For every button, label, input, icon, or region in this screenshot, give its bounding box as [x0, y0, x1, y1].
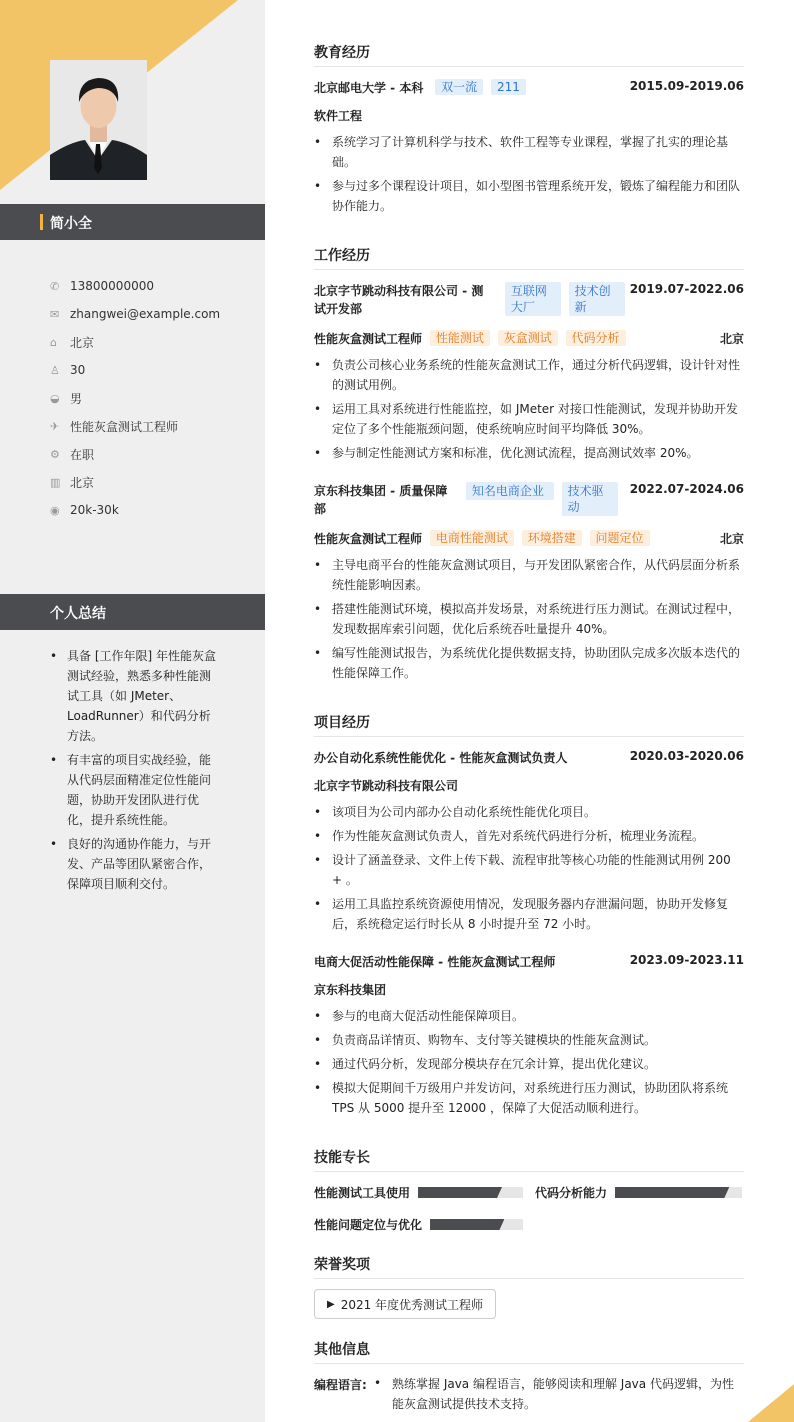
info-phone-text: 13800000000: [70, 279, 154, 293]
job-company: 北京字节跳动科技有限公司 - 测试开发部: [314, 284, 484, 316]
building-icon: ▥: [50, 475, 61, 489]
project-bullet: • 参与的电商大促活动性能保障项目。: [314, 1006, 744, 1026]
info-position: [50, 412, 220, 440]
info-home: [50, 328, 220, 356]
name-bar: [0, 204, 265, 240]
info-position-text: 性能灰盒测试工程师: [70, 419, 179, 434]
project-name: 电商大促活动性能保障 - 性能灰盒测试工程师: [314, 955, 556, 969]
summary-title: 个人总结: [50, 606, 106, 622]
status-icon: ⚙: [50, 447, 60, 461]
education-bullet: • 参与过多个课程设计项目，如小型图书管理系统开发，锻炼了编程能力和团队协作能力。: [314, 176, 744, 216]
job-tag: 知名电商企业: [466, 482, 554, 500]
other-bullet-dot: •: [374, 1376, 382, 1390]
job-bullets: [314, 555, 744, 687]
job-skill-tag: 电商性能测试: [430, 530, 514, 546]
info-city: [50, 468, 220, 496]
project-date: 2020.03-2020.06: [629, 749, 744, 763]
project-bullets: [314, 1006, 744, 1122]
job-tag: 技术驱动: [562, 482, 618, 516]
age-icon: ♙: [50, 363, 60, 377]
info-age-text: 30: [70, 363, 86, 377]
job-bullet: • 运用工具对系统进行性能监控，如 JMeter 对接口性能测试，发现并协助开发定位了多个性能瓶颈问题，使系统响应时间平均降低 30%。: [314, 399, 744, 439]
info-age: [50, 356, 220, 384]
phone-icon: ✆: [50, 279, 60, 293]
job-bullets: [314, 355, 744, 467]
contact-info-list: [50, 272, 220, 524]
job-bullet: • 主导电商平台的性能灰盒测试项目，与开发团队紧密合作，从代码层面分析系统性能影响因素。: [314, 555, 744, 595]
school-name: 北京邮电大学 - 本科: [314, 81, 424, 95]
job-role-row: [314, 530, 744, 547]
school-tag: 211: [491, 79, 526, 95]
job-bullet: • 参与制定性能测试方案和标准，优化测试流程，提高测试效率 20%。: [314, 443, 744, 463]
job-skill-tag: 问题定位: [590, 530, 650, 546]
education-bullets: [314, 132, 744, 220]
job-bullet: • 负责公司核心业务系统的性能灰盒测试工作，通过分析代码逻辑，设计针对性的测试用例。: [314, 355, 744, 395]
info-status-text: 在职: [70, 447, 95, 462]
summary-list: [50, 646, 220, 898]
job-city: 北京: [719, 532, 744, 546]
info-gender: [50, 384, 220, 412]
skill-item: [535, 1184, 742, 1201]
skills-title: 技能专长: [314, 1147, 744, 1172]
job-skill-tag: 性能测试: [430, 330, 490, 346]
summary-item: • 具备 [工作年限] 年性能灰盒测试经验，熟悉多种性能测试工具（如 JMeter、LoadRunner）和代码分析方法。: [50, 646, 220, 746]
skill-name: 代码分析能力: [535, 1186, 608, 1200]
info-salary: [50, 496, 220, 524]
project-date: 2023.09-2023.11: [629, 953, 744, 967]
skill-bar: [430, 1219, 523, 1230]
awards-title: 荣誉奖项: [314, 1254, 744, 1279]
candidate-name: 简小全: [50, 216, 92, 232]
skill-bar: [615, 1187, 742, 1198]
work-title: 工作经历: [314, 245, 744, 270]
gender-icon: ◒: [50, 391, 60, 405]
skill-bar-fill: [430, 1219, 504, 1230]
project-header: [314, 749, 744, 766]
info-email: [50, 300, 220, 328]
education-header: [314, 79, 744, 96]
salary-icon: ◉: [50, 503, 60, 517]
award-text: 2021 年度优秀测试工程师: [340, 1297, 484, 1312]
info-home-text: 北京: [70, 335, 95, 350]
project-name: 办公自动化系统性能优化 - 性能灰盒测试负责人: [314, 751, 568, 765]
skill-name: 性能问题定位与优化: [314, 1218, 423, 1232]
job-tag: 互联网大厂: [505, 282, 561, 316]
project-bullets: [314, 802, 744, 938]
job-skill-tag: 代码分析: [566, 330, 626, 346]
job-role-row: [314, 330, 744, 347]
skill-bar-fill: [418, 1187, 502, 1198]
projects-title: 项目经历: [314, 712, 744, 737]
skill-item: [314, 1184, 523, 1201]
job-tag: 技术创新: [569, 282, 625, 316]
project-bullet: • 负责商品详情页、购物车、支付等关键模块的性能灰盒测试。: [314, 1030, 744, 1050]
job-role: 性能灰盒测试工程师: [314, 532, 423, 546]
info-status: [50, 440, 220, 468]
job-bullet: • 编写性能测试报告，为系统优化提供数据支持，协助团队完成多次版本迭代的性能保障工作。: [314, 643, 744, 683]
avatar: [50, 60, 147, 180]
project-bullet: • 通过代码分析，发现部分模块存在冗余计算，提出优化建议。: [314, 1054, 744, 1074]
skill-bar-fill: [615, 1187, 729, 1198]
other-label: 编程语言:: [314, 1378, 367, 1392]
skill-name: 性能测试工具使用: [314, 1186, 411, 1200]
education-title: 教育经历: [314, 42, 744, 67]
job-header: [314, 282, 744, 318]
mail-icon: ✉: [50, 307, 60, 321]
job-bullet: • 搭建性能测试环境，模拟高并发场景，对系统进行压力测试。在测试过程中，发现数据库索引问题，优化后系统吞吐量提升 40%。: [314, 599, 744, 639]
project-bullet: • 设计了涵盖登录、文件上传下载、流程审批等核心功能的性能测试用例 200 + 。: [314, 850, 744, 890]
project-bullet: • 作为性能灰盒测试负责人，首先对系统代码进行分析，梳理业务流程。: [314, 826, 744, 846]
project-org: 京东科技集团: [314, 983, 387, 997]
job-skill-tag: 灰盒测试: [498, 330, 558, 346]
send-icon: ✈: [50, 419, 60, 433]
info-gender-text: 男: [70, 391, 83, 406]
home-icon: ⌂: [50, 335, 57, 349]
job-company: 京东科技集团 - 质量保障部: [314, 484, 448, 516]
job-skill-tag: 环境搭建: [522, 530, 582, 546]
education-date: 2015.09-2019.06: [629, 79, 744, 93]
info-salary-text: 20k-30k: [70, 503, 119, 517]
project-bullet: • 该项目为公司内部办公自动化系统性能优化项目。: [314, 802, 744, 822]
other-text: 熟练掌握 Java 编程语言，能够阅读和理解 Java 代码逻辑，为性能灰盒测试提供技术支持。: [392, 1377, 734, 1411]
project-bullet: • 运用工具监控系统资源使用情况，发现服务器内存泄漏问题，协助开发修复后，系统稳定运行时长从 8 小时提升至 72 小时。: [314, 894, 744, 934]
education-bullet: • 系统学习了计算机科学与技术、软件工程等专业课程，掌握了扎实的理论基础。: [314, 132, 744, 172]
job-city: 北京: [719, 332, 744, 346]
job-role: 性能灰盒测试工程师: [314, 332, 423, 346]
sidebar: [0, 0, 265, 1422]
job-date: 2022.07-2024.06: [629, 482, 744, 496]
award-chip[interactable]: [314, 1289, 496, 1319]
skill-bar: [418, 1187, 523, 1198]
school-tag: 双一流: [435, 79, 483, 95]
other-title: 其他信息: [314, 1339, 744, 1364]
info-email-text: zhangwei@example.com: [70, 307, 221, 321]
summary-bar: [0, 594, 265, 630]
major: 软件工程: [314, 109, 363, 123]
play-icon: ▶: [327, 1298, 335, 1310]
summary-item: • 有丰富的项目实战经验，能从代码层面精准定位性能问题，协助开发团队进行优化，提升系统性能。: [50, 750, 220, 830]
project-bullet: • 模拟大促期间千万级用户并发访问，对系统进行压力测试，协助团队将系统 TPS 从 5000 提升至 12000 ，保障了大促活动顺利进行。: [314, 1078, 744, 1118]
skill-item: [314, 1216, 523, 1233]
info-phone: [50, 272, 220, 300]
decor-corner: [748, 1384, 794, 1422]
job-date: 2019.07-2022.06: [629, 282, 744, 296]
project-header: [314, 953, 744, 970]
info-city-text: 北京: [70, 475, 95, 490]
project-org: 北京字节跳动科技有限公司: [314, 779, 459, 793]
name-accent: [40, 214, 43, 230]
job-header: [314, 482, 744, 518]
summary-item: • 良好的沟通协作能力，与开发、产品等团队紧密合作，保障项目顺利交付。: [50, 834, 220, 894]
